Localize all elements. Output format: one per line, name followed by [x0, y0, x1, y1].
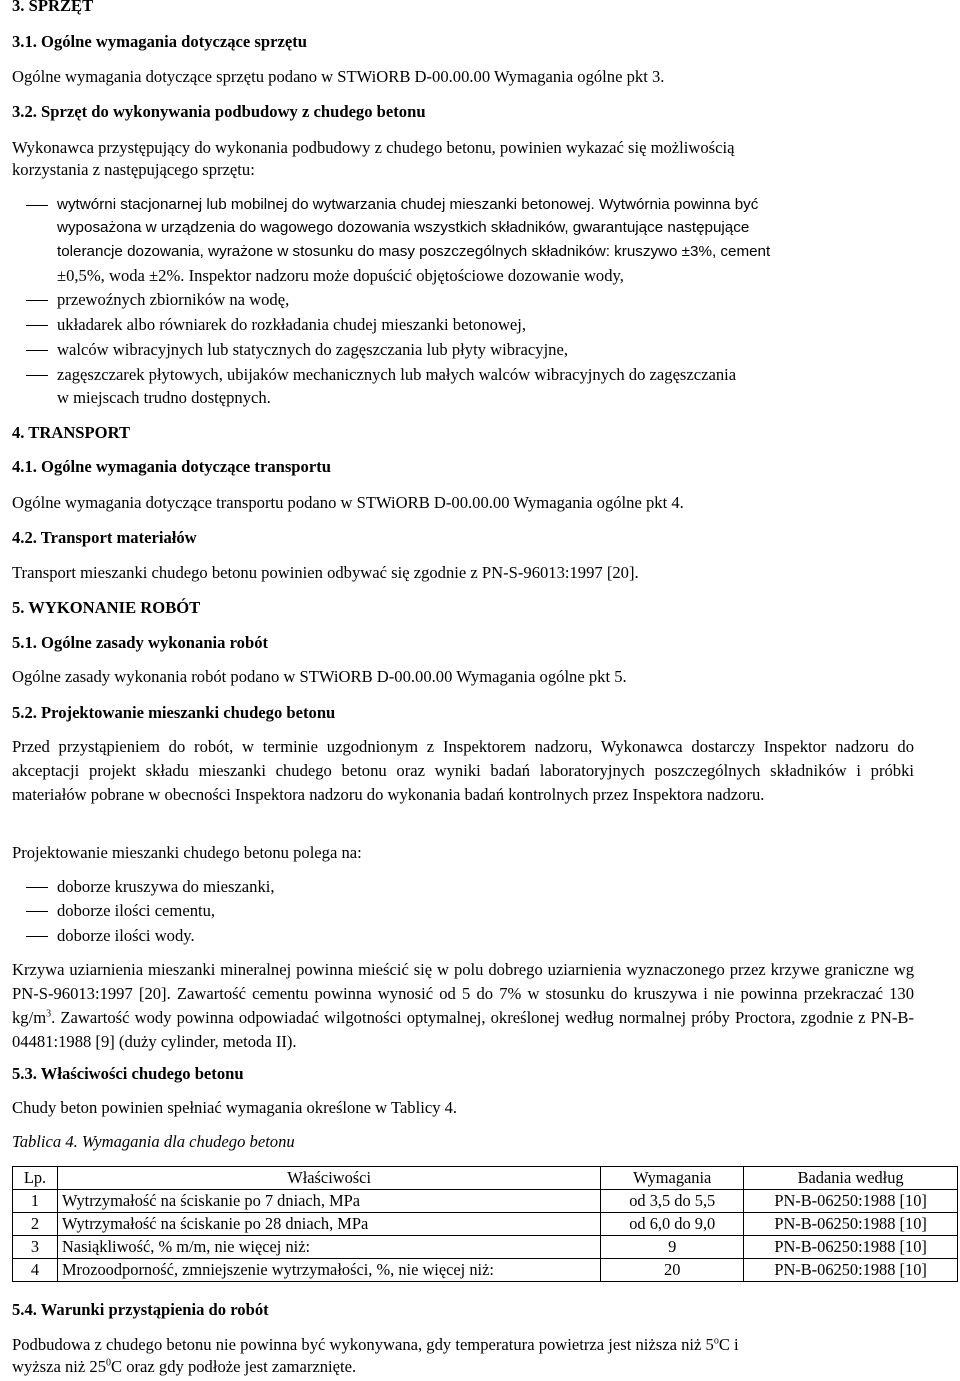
table-header-row [13, 1167, 958, 1190]
equipment-item-1-line-1: wytwórni stacjonarnej lub mobilnej do wytwarzania chudej mieszanki betonowej. Wytwórnia powinna być [57, 196, 759, 213]
table-cell: 3 [13, 1236, 58, 1259]
subsection-heading-5-3: 5.3. Właściwości chudego betonu [12, 1064, 244, 1083]
equipment-item-5-line-1: zagęszczarek płytowych, ubijaków mechanicznych lub małych walców wibracyjnych do zagęszczania [57, 365, 737, 384]
table-cell: od 3,5 do 5,5 [601, 1190, 744, 1213]
paragraph-5-2-2: Projektowanie mieszanki chudego betonu polega na: [12, 843, 362, 862]
table-cell: od 6,0 do 9,0 [601, 1213, 744, 1236]
equipment-item-1-line-3: tolerancje dozowania, wyrażone w stosunku do masy poszczególnych składników: kruszywo ±3%, cement [57, 243, 771, 260]
paragraph-5-4-line-2: wyższa niż $25^0C$ oraz gdy podłoże jest zamarznięte. [12, 1357, 357, 1376]
bullet-dash [26, 350, 48, 351]
subsection-heading-5-4: 5.4. Warunki przystąpienia do robót [12, 1300, 269, 1319]
table-cell: PN-B-06250:1988 [10] [744, 1190, 958, 1213]
table-cell: Mrozoodporność, zmniejszenie wytrzymałości, %, nie więcej niż: [57, 1259, 600, 1282]
table-caption: Tablica 4. Wymagania dla chudego betonu [12, 1132, 295, 1151]
section-heading-3: 3. SPRZĘT [12, 0, 94, 15]
section-heading-4: 4. TRANSPORT [12, 423, 131, 442]
subsection-heading-4-2: 4.2. Transport materiałów [12, 528, 197, 547]
subsection-heading-3-1: 3.1. Ogólne wymagania dotyczące sprzętu [12, 32, 307, 51]
requirements-table [12, 1166, 958, 1282]
table-cell: 9 [601, 1236, 744, 1259]
table-cell: Wytrzymałość na ściskanie po 7 dniach, MPa [57, 1190, 600, 1213]
bullet-dash [26, 911, 48, 912]
table-cell: Wytrzymałość na ściskanie po 28 dniach, MPa [57, 1213, 600, 1236]
section-heading-5: 5. WYKONANIE ROBÓT [12, 598, 201, 617]
subsection-heading-3-2: 3.2. Sprzęt do wykonywania podbudowy z chudego betonu [12, 102, 426, 121]
table-cell: Nasiąkliwość, % m/m, nie więcej niż: [57, 1236, 600, 1259]
paragraph-4-1: Ogólne wymagania dotyczące transportu podano w STWiORB D-00.00.00 Wymagania ogólne pkt 4. [12, 493, 684, 512]
paragraph-5-4-line-1: Podbudowa z chudego betonu nie powinna być wykonywana, gdy temperatura powietrza jest niższa niż 5$^o$C i [12, 1335, 739, 1354]
design-item-3: doborze ilości wody. [57, 926, 195, 945]
table-row [13, 1213, 958, 1236]
table-row [13, 1236, 958, 1259]
subsection-heading-5-1: 5.1. Ogólne zasady wykonania robót [12, 633, 269, 652]
paragraph-5-2-3: Krzywa uziarnienia mieszanki mineralnej powinna mieścić się w polu dobrego uziarnienia wyznaczonego przez krzywe graniczne wg PN-S-96013:1997 [20]. Zawartość cementu powinna wynosić od 5 do 7% w stosunku do kruszywa i nie powinna przekraczać 130 $kg/m^3$. Zawartość wody powinna odpowiadać wilgotności optymalnej, określonej według normalnej próby Proctora, zgodnie z PN-B-04481:1988 [9] (duży cylinder, metoda II). [12, 960, 914, 1051]
paragraph-3-1: Ogólne wymagania dotyczące sprzętu podano w STWiORB D-00.00.00 Wymagania ogólne pkt 3. [12, 67, 665, 86]
table-cell: PN-B-06250:1988 [10] [744, 1259, 958, 1282]
equipment-item-5-line-2: w miejscach trudno dostępnych. [57, 388, 271, 407]
table-header-cell: Badania według [744, 1167, 958, 1190]
paragraph-5-3: Chudy beton powinien spełniać wymagania określone w Tablicy 4. [12, 1098, 458, 1117]
table-header-cell: Wymagania [601, 1167, 744, 1190]
bullet-dash [26, 300, 48, 301]
equipment-item-1-line-2: wyposażona w urządzenia do wagowego dozowania wszystkich składników, gwarantujące następujące [57, 219, 750, 236]
bullet-dash [26, 205, 48, 206]
table-cell: 2 [13, 1213, 58, 1236]
subsection-heading-4-1: 4.1. Ogólne wymagania dotyczące transportu [12, 457, 331, 476]
paragraph-5-1: Ogólne zasady wykonania robót podano w STWiORB D-00.00.00 Wymagania ogólne pkt 5. [12, 667, 627, 686]
design-item-1: doborze kruszywa do mieszanki, [57, 877, 275, 896]
table-cell: PN-B-06250:1988 [10] [744, 1213, 958, 1236]
table-header-cell: Lp. [13, 1167, 58, 1190]
paragraph-5-2-1: Przed przystąpieniem do robót, w terminie uzgodnionym z Inspektorem nadzoru, Wykonawca dostarczy Inspektor nadzoru do akceptacji projekt składu mieszanki chudego betonu oraz wyniki badań laboratoryjnych poszczególnych składników i próbki materiałów pobrane w obecności Inspektora nadzoru do wykonania badań kontrolnych przez Inspektora nadzoru. [12, 737, 914, 804]
paragraph-3-2-line-2: korzystania z następującego sprzętu: [12, 160, 255, 179]
bullet-dash [26, 375, 48, 376]
table-cell: 4 [13, 1259, 58, 1282]
table-cell: PN-B-06250:1988 [10] [744, 1236, 958, 1259]
equipment-item-1-line-4: ±0,5%, woda ±2%. Inspektor nadzoru może dopuścić objętościowe dozowanie wody, [57, 266, 624, 285]
bullet-dash [26, 325, 48, 326]
equipment-item-2: przewoźnych zbiorników na wodę, [57, 290, 290, 309]
table-row [13, 1259, 958, 1282]
table-cell: 20 [601, 1259, 744, 1282]
design-item-2: doborze ilości cementu, [57, 901, 216, 920]
paragraph-3-2-line-1: Wykonawca przystępujący do wykonania podbudowy z chudego betonu, powinien wykazać się możliwością [12, 138, 735, 157]
table-row [13, 1190, 958, 1213]
equipment-item-4: walców wibracyjnych lub statycznych do zagęszczania lub płyty wibracyjne, [57, 340, 568, 359]
table-header-cell: Właściwości [57, 1167, 600, 1190]
equipment-item-3: układarek albo równiarek do rozkładania chudej mieszanki betonowej, [57, 315, 527, 334]
bullet-dash [26, 887, 48, 888]
subsection-heading-5-2: 5.2. Projektowanie mieszanki chudego betonu [12, 703, 336, 722]
bullet-dash [26, 936, 48, 937]
table-cell: 1 [13, 1190, 58, 1213]
paragraph-4-2: Transport mieszanki chudego betonu powinien odbywać się zgodnie z PN-S-96013:1997 [20]. [12, 563, 639, 582]
